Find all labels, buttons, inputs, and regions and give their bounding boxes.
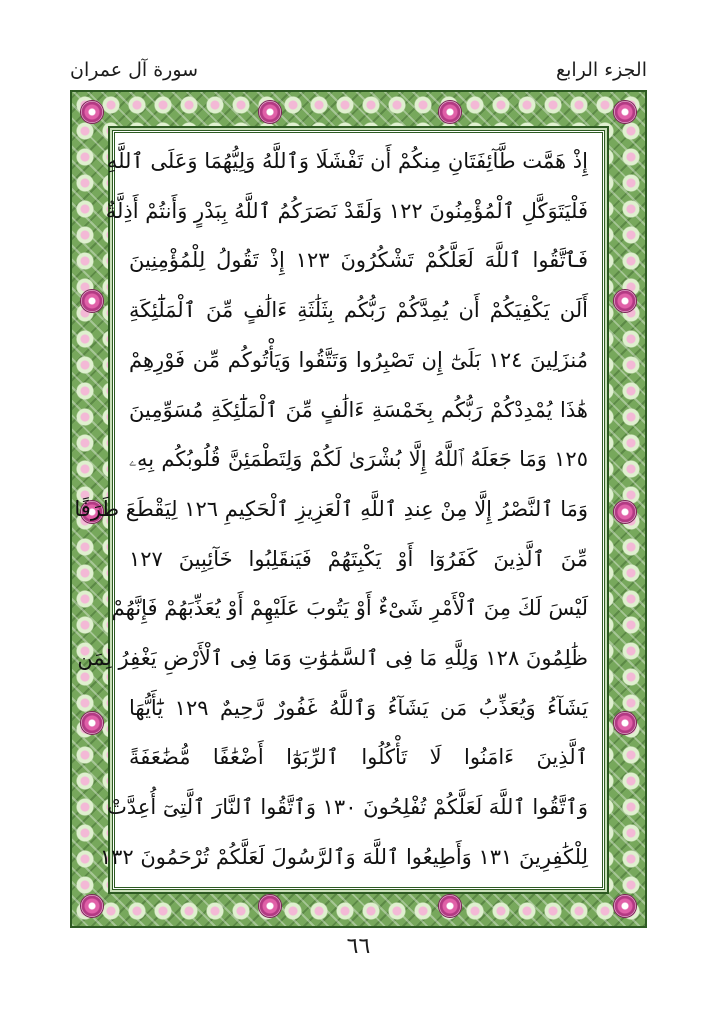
- side-rosette-icon: [80, 711, 104, 735]
- side-rosette-icon: [258, 894, 282, 918]
- side-rosette-icon: [438, 894, 462, 918]
- verse-line: ظَٰلِمُونَ ١٢٨ وَلِلَّهِ مَا فِى ٱلسَّمَٰوَٰتِ وَمَا فِى ٱلْأَرْضِ يَغْفِرُ لِمَن: [77, 646, 588, 671]
- side-rosette-icon: [613, 500, 637, 524]
- side-rosette-icon: [613, 711, 637, 735]
- verse-line: مِّنَ ٱلَّذِينَ كَفَرُوٓا أَوْ يَكْبِتَهُمْ فَيَنقَلِبُوا خَآئِبِينَ ١٢٧: [129, 546, 588, 571]
- page-header: [70, 52, 647, 88]
- verse-line: إِذْ هَمَّت طَّآئِفَتَانِ مِنكُمْ أَن تَفْشَلَا وَٱللَّهُ وَلِيُّهُمَا وَعَلَى ٱللَّهِ: [106, 149, 588, 173]
- verse-line: هَٰذَا يُمْدِدْكُمْ رَبُّكُم بِخَمْسَةِ ءَالَٰفٍ مِّنَ ٱلْمَلَٰٓئِكَةِ مُسَوِّمِينَ: [129, 397, 588, 422]
- text-panel: [74, 130, 605, 890]
- side-rosette-icon: [80, 289, 104, 313]
- juz-name: الجزء الرابع: [555, 59, 647, 81]
- verse-line: فَٱتَّقُوا ٱللَّهَ لَعَلَّكُمْ تَشْكُرُونَ ١٢٣ إِذْ تَقُولُ لِلْمُؤْمِنِينَ: [129, 248, 588, 273]
- verse-line: لِلْكَٰفِرِينَ ١٣١ وَأَطِيعُوا ٱللَّهَ وَٱلرَّسُولَ لَعَلَّكُمْ تُرْحَمُونَ ١٣٢: [99, 844, 588, 869]
- side-rosette-icon: [438, 100, 462, 124]
- verse-line: لَيْسَ لَكَ مِنَ ٱلْأَمْرِ شَىْءٌ أَوْ يَتُوبَ عَلَيْهِمْ أَوْ يُعَذِّبَهُمْ فَإِنَّهُمْ: [111, 596, 588, 621]
- corner-rosette-icon: [80, 100, 104, 124]
- verse-line: أَلَن يَكْفِيَكُمْ أَن يُمِدَّكُمْ رَبُّكُم بِثَلَٰثَةِ ءَالَٰفٍ مِّنَ ٱلْمَلَٰٓئِكَةِ: [129, 298, 588, 323]
- verse-line: يَشَآءُ وَيُعَذِّبُ مَن يَشَآءُ وَٱللَّهُ غَفُورٌ رَّحِيمٌ ١٢٩ يَٰٓأَيُّهَا: [129, 695, 588, 720]
- corner-rosette-icon: [80, 894, 104, 918]
- verse-line: ٱلَّذِينَ ءَامَنُوا لَا تَأْكُلُوا ٱلرِّبَوٰٓا أَضْعَٰفًا مُّضَٰعَفَةً: [129, 745, 588, 770]
- corner-rosette-icon: [613, 894, 637, 918]
- verse-line: ١٢٥ وَمَا جَعَلَهُ ٱللَّهُ إِلَّا بُشْرَىٰ لَكُمْ وَلِتَطْمَئِنَّ قُلُوبُكُم بِهِۦ: [129, 447, 588, 472]
- side-rosette-icon: [258, 100, 282, 124]
- ornamental-frame: [70, 90, 647, 928]
- verse-line: وَمَا ٱلنَّصْرُ إِلَّا مِنْ عِندِ ٱللَّهِ ٱلْعَزِيزِ ٱلْحَكِيمِ ١٢٦ لِيَقْطَعَ طَرَفًا: [74, 496, 588, 521]
- corner-rosette-icon: [613, 100, 637, 124]
- surah-name: سورة آل عمران: [70, 59, 199, 81]
- verse-line: فَلْيَتَوَكَّلِ ٱلْمُؤْمِنُونَ ١٢٢ وَلَقَدْ نَصَرَكُمُ ٱللَّهُ بِبَدْرٍ وَأَنتُمْ أَذِلَّةٌ: [105, 198, 588, 223]
- verse-line: وَٱتَّقُوا ٱللَّهَ لَعَلَّكُمْ تُفْلِحُونَ ١٣٠ وَٱتَّقُوا ٱلنَّارَ ٱلَّتِىٓ أُعِدَّتْ: [107, 795, 588, 820]
- verse-lines: [74, 143, 589, 877]
- side-rosette-icon: [613, 289, 637, 313]
- page-number: ٦٦: [346, 934, 371, 959]
- verse-line: مُنزَلِينَ ١٢٤ بَلَىٰٓ إِن تَصْبِرُوا وَتَتَّقُوا وَيَأْتُوكُم مِّن فَوْرِهِمْ: [129, 347, 589, 372]
